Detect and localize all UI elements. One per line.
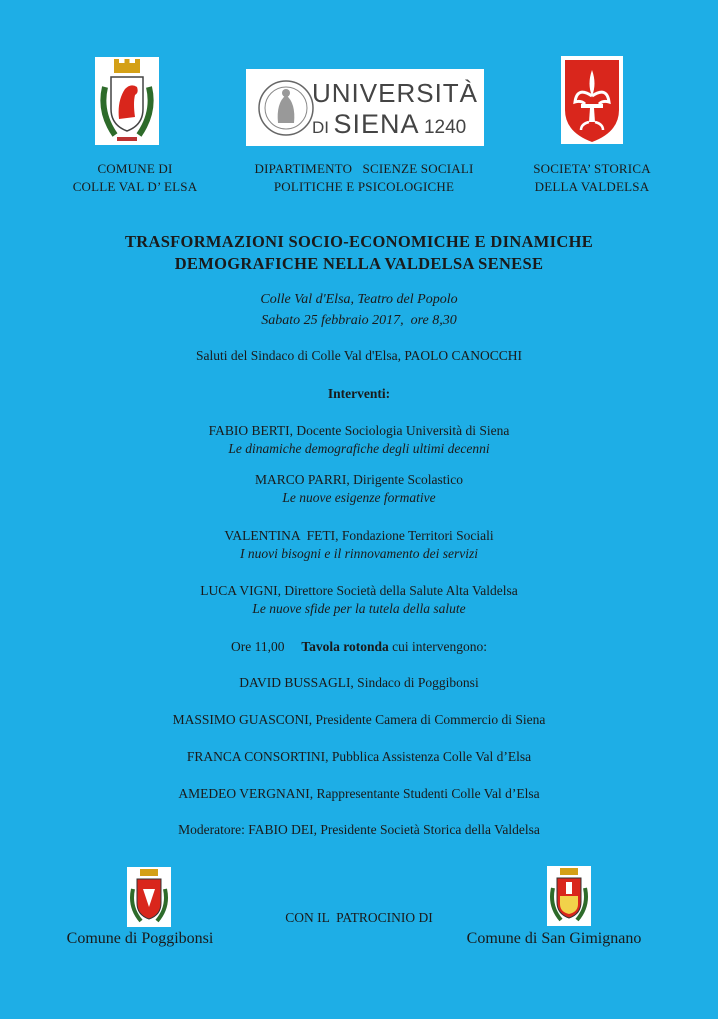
comune-san-gimignano: Comune di San Gimignano bbox=[466, 930, 642, 947]
event-place: Colle Val d'Elsa, Teatro del Popolo bbox=[260, 292, 458, 307]
university-name-line1: UNIVERSITÀ bbox=[312, 78, 479, 108]
title-line1: TRASFORMAZIONI SOCIO-ECONOMICHE E DINAMICHE bbox=[124, 232, 594, 251]
colle-val-delsa-crest-icon bbox=[95, 57, 159, 145]
org-center-line2: POLITICHE E PSICOLOGICHE bbox=[273, 179, 455, 194]
university-city: SIENA bbox=[333, 109, 420, 139]
event-date: Sabato 25 febbraio 2017, ore 8,30 bbox=[261, 313, 457, 328]
colle-logo bbox=[95, 57, 159, 145]
university-logo bbox=[246, 69, 484, 146]
participant: MASSIMO GUASCONI, Presidente Camera di Commercio di Siena bbox=[172, 712, 546, 727]
org-right-line2: DELLA VALDELSA bbox=[534, 179, 650, 194]
round-table-time: Ore 11,00 bbox=[230, 639, 285, 654]
greeting: Saluti del Sindaco di Colle Val d'Elsa, PAOLO CANOCCHI bbox=[195, 348, 523, 363]
participant: DAVID BUSSAGLI, Sindaco di Poggibonsi bbox=[239, 675, 479, 690]
university-di: DI bbox=[312, 118, 329, 137]
speaker-topic: Le dinamiche demografiche degli ultimi decenni bbox=[228, 441, 490, 456]
page-title bbox=[0, 231, 718, 275]
org-left bbox=[55, 160, 215, 196]
org-right-line1: SOCIETA’ STORICA bbox=[533, 161, 651, 176]
comune-poggibonsi: Comune di Poggibonsi bbox=[66, 930, 214, 947]
speaker-topic: Le nuove esigenze formative bbox=[282, 490, 436, 505]
speaker-name: FABIO BERTI, Docente Sociologia Università di Siena bbox=[208, 423, 510, 438]
round-table-label: Tavola rotonda bbox=[301, 639, 389, 654]
speaker-name: VALENTINA FETI, Fondazione Territori Sociali bbox=[224, 528, 494, 543]
org-center-line1: DIPARTIMENTO SCIENZE SOCIALI bbox=[254, 161, 474, 176]
speaker-name: LUCA VIGNI, Direttore Società della Salute Alta Valdelsa bbox=[200, 583, 518, 598]
org-left-line2: COLLE VAL D’ ELSA bbox=[72, 179, 198, 194]
org-left-line1: COMUNE DI bbox=[97, 161, 173, 176]
societa-storica-logo bbox=[561, 56, 623, 144]
moderator: Moderatore: FABIO DEI, Presidente Società Storica della Valdelsa bbox=[178, 822, 540, 837]
interventi-label: Interventi: bbox=[327, 386, 391, 401]
org-center bbox=[225, 160, 503, 196]
round-table-line bbox=[0, 638, 718, 656]
speaker-name: MARCO PARRI, Dirigente Scolastico bbox=[254, 472, 463, 487]
title-line2: DEMOGRAFICHE NELLA VALDELSA SENESE bbox=[174, 254, 544, 273]
university-year: 1240 bbox=[423, 117, 467, 138]
speaker-topic: Le nuove sfide per la tutela della salute bbox=[252, 601, 466, 616]
participant: AMEDEO VERGNANI, Rappresentante Studenti Colle Val d’Elsa bbox=[178, 786, 540, 801]
org-right bbox=[512, 160, 672, 196]
patronage-text: CON IL PATROCINIO DI bbox=[285, 910, 433, 925]
florentine-lily-crest-icon bbox=[561, 56, 623, 144]
university-name-line2 bbox=[312, 109, 466, 140]
university-seal-icon bbox=[256, 73, 316, 143]
participant: FRANCA CONSORTINI, Pubblica Assistenza Colle Val d’Elsa bbox=[186, 749, 532, 764]
speaker-topic: I nuovi bisogni e il rinnovamento dei servizi bbox=[239, 546, 479, 561]
round-table-suffix: cui intervengono: bbox=[392, 639, 487, 654]
